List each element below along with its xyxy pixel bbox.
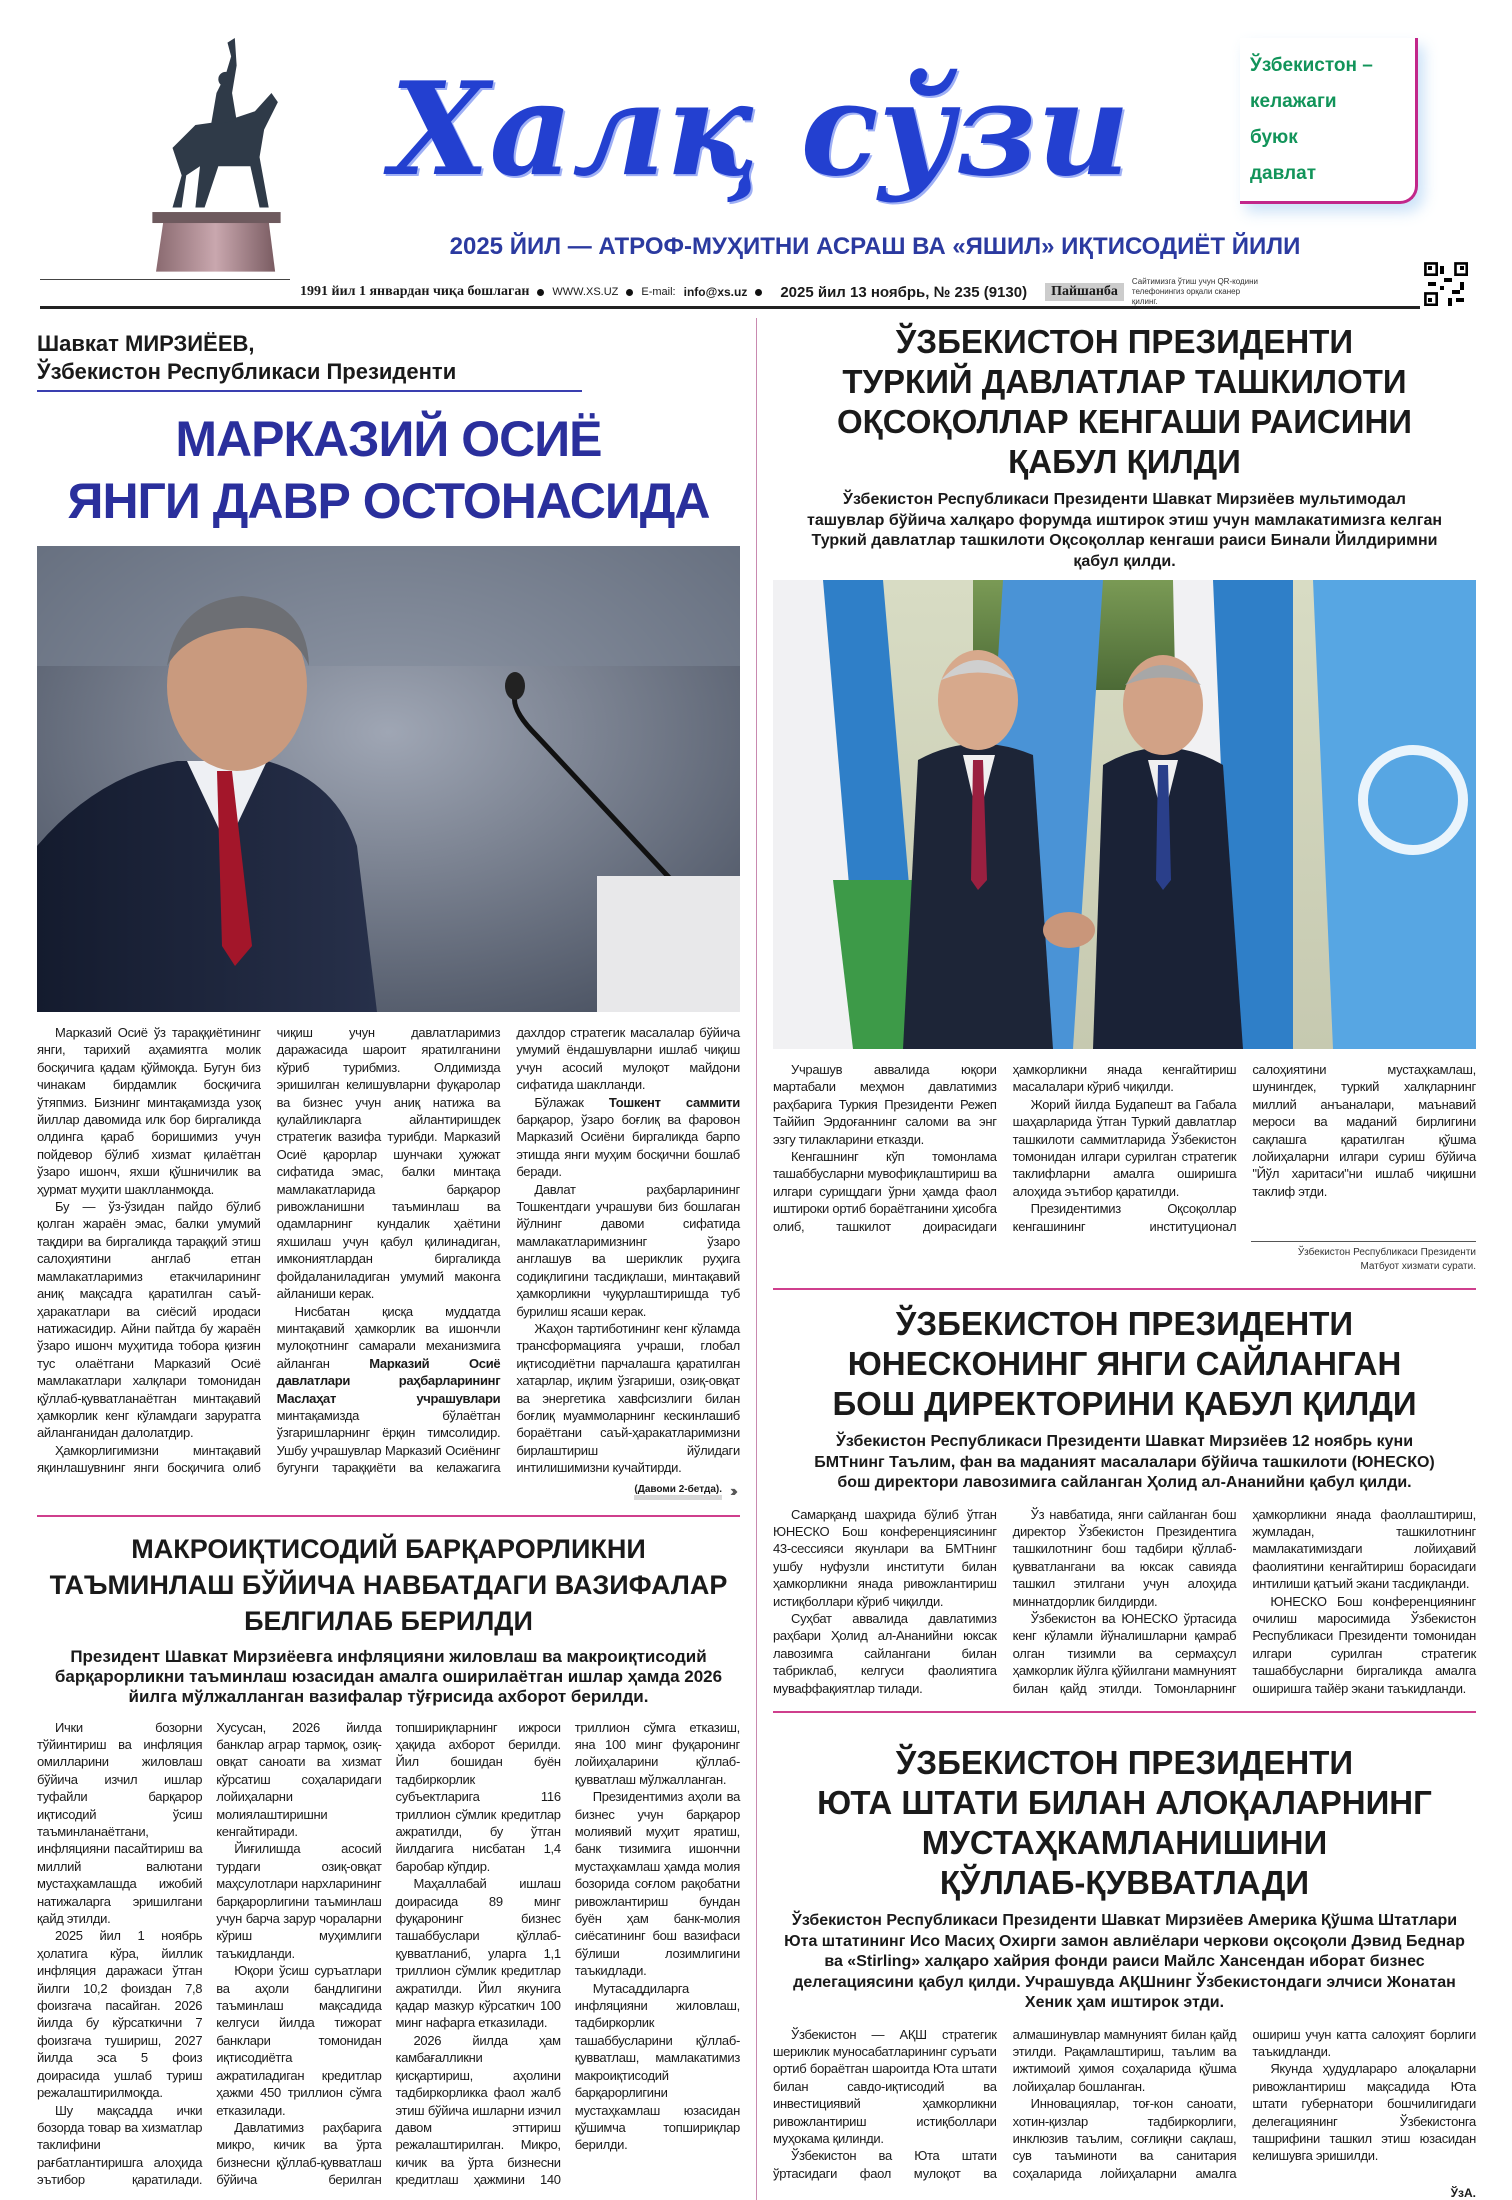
tagline-line: келажаги bbox=[1250, 91, 1337, 112]
text: Нисбатан қисқа муддатда минтақавий ҳамкорлик ва ишончли мулоқотнинг самарали механизмига айланган bbox=[276, 1303, 501, 1371]
continued-label: (Давоми 2-бетда). bbox=[634, 1484, 722, 1500]
paragraph bbox=[1013, 1506, 1237, 1610]
turkic-article-body bbox=[773, 1061, 1476, 1235]
utah-lead: Ўзбекистон Республикаси Президенти Шавкат Мирзиёев Америка Қўшма Штатлари Юта штатининг Исо Масиҳ Охирги замон авлиёлари черкови оқсоқоли Дэвид Беднар ва «Stirling» халқаро хайрия фонди раиси Майлс Хансендан иборат бизнес делегациясини қабул қилди. Учрашувда АҚШнинг Ўзбекистондаги элчиси Жонатан Хеник ҳам иштирок этди. bbox=[784, 1912, 1465, 2012]
info-bar bbox=[300, 277, 1418, 306]
headline-line: БЕЛГИЛАБ БЕРИЛДИ bbox=[244, 1605, 533, 1636]
bold-text: Марказий Осиё давлатлари раҳбарларининг Маслаҳат учрашувлари bbox=[276, 1355, 501, 1406]
headline-line: МАКРОИҚТИСОДИЙ БАРҚАРОРЛИКНИ bbox=[131, 1533, 646, 1564]
macro-article-body bbox=[37, 1719, 740, 2189]
unesco-article-body bbox=[773, 1506, 1476, 1697]
text: барқарор, ўзаро боғлиқ ва фаровон Марказий Осиёни биргаликда барпо этишда янги муҳим босқични бошлаб беради. bbox=[516, 1112, 740, 1180]
text: Ўзбекистон — АҚШ стратегик шериклик муносабатларининг суръати ортиб бораётган шароитда Юта штати билан савдо-иқтисодий ва инвестициявий ҳамкорликни ривожлантириш истиқболлари муҳокама қилинди. bbox=[773, 2026, 997, 2146]
utah-headline bbox=[773, 1743, 1476, 1903]
headline-line: БОШ ДИРЕКТОРИНИ ҚАБУЛ ҚИЛДИ bbox=[832, 1385, 1417, 1423]
text: Президентимиз Оқсоқоллар кенгашининг институционал салоҳиятини мустаҳкамлаш, шунингдек, туркий халқларнинг миллий анъаналари, маънавий мероси ва маданий бирлигини сақлашга қаратилган қўшма лойиҳаларни илгари суриш бўйича "Йўл харитаси"ни ишлаб чиқишни таклиф этди. bbox=[1012, 1062, 1476, 1234]
text: Кенгашнинг кўп томонлама ташаббусларни мувофиқлаштириш ва илгари сурищдаги ўрни ҳамда фаол иштироки ортиб бораётганини ҳисобга олиб, ташкилот доирасидаги ҳамкорликни янада кенгайтириш масалалари кўриб чиқилди. bbox=[773, 1062, 1237, 1234]
email-label: E-mail: bbox=[641, 286, 676, 298]
paragraph bbox=[575, 1788, 740, 1979]
bold-text: Тошкент саммити bbox=[608, 1094, 740, 1110]
source-signature: ЎзА. bbox=[1450, 2186, 1476, 2200]
paragraph bbox=[216, 1962, 381, 2119]
weekday-badge: Пайшанба bbox=[1045, 283, 1124, 301]
turkic-lead: Ўзбекистон Республикаси Президенти Шавкат Мирзиёев мультимодал ташувлар бўйича халқаро форумда иштирок этиш учун мамлакатимизга келган Туркий давлатлар ташкилоти Оқсоқоллар кенгаши раиси Бинали Йилдиримни қабул қилди. bbox=[806, 491, 1442, 570]
headline-line: ОҚСОҚОЛЛАР КЕНГАШИ РАИСИНИ bbox=[836, 403, 1413, 440]
headline-line: ЎЗБЕКИСТОН ПРЕЗИДЕНТИ bbox=[895, 1305, 1354, 1343]
section-divider bbox=[773, 1711, 1476, 1713]
statue-logo bbox=[100, 38, 300, 278]
headline-line: ЮНЕСКОНИНГ ЯНГИ САЙЛАНГАН bbox=[847, 1345, 1402, 1383]
text: Учрашув аввалида юқори мартабали меҳмон давлатимиз раҳбарига Туркия Президенти Режеп Таййип Эрдоғаннинг саломи ва энг эзгу тилакларини етказди. bbox=[773, 1062, 997, 1147]
section-divider bbox=[37, 1515, 740, 1517]
text: Шу мақсадда ички бозорда товар ва хизматлар таклифини рағбатлантиришга алоҳида эътибор қаратилади. Хусусан, 2026 йилда банклар аграр тармоқ, озиқ-овқат саноати ва хизмат кўрсатиш соҳаларидаги лойиҳаларни молиялаштиришни кенгайтиради. bbox=[37, 1719, 382, 2188]
email-link[interactable]: info@xs.uz bbox=[683, 285, 748, 299]
text: Марказий Осиё ўз тараққиётининг янги, тарихий аҳамиятга молик босқичига қадам қўймоқда. Бугун биз чинакам бирдамлик босқичига ўтяпмиз. Бизнинг минтақамизда узоқ йиллар давомида илк бор биргаликда олдинга қараб боришимиз учун пойдевор бўлиб хизмат қилаётган ўзаро ишонч, яхши қўшничилик ва ҳурмат муҳити шаклланмоқда. bbox=[37, 1025, 261, 1197]
unesco-headline bbox=[773, 1304, 1476, 1424]
headline-line: ТУРКИЙ ДАВЛАТЛАР ТАШКИЛОТИ bbox=[842, 363, 1407, 400]
photo-credit-line: Матбуот хизмати сурати. bbox=[1360, 1261, 1476, 1273]
text: Юқори ўсиш суръатлари ва аҳоли бандлигини таъминлаш мақсадида келгуси йилда тижорат банклари томонидан иқтисодиётга ажратиладиган кредитлар ҳажми 450 триллион сўмга етказилади. bbox=[216, 1963, 382, 2118]
tagline-line: Ўзбекистон – bbox=[1250, 55, 1373, 76]
tagline-line: давлат bbox=[1250, 163, 1316, 184]
photo-credit-line: Ўзбекистон Республикаси Президенти bbox=[1297, 1247, 1476, 1259]
text: Бу — ўз-ўзидан пайдо бўлиб қолган жараён эмас, балки умумий тақдири ва биргаликда тараққий этиш салоҳиятини англаб етган мамлакатларимиз етакчиларининг аниқ мақсадга қаратилган саъй-ҳаракатлари ва сиёсий иродаси натижасидир. Айни пайтда бу жараён ўзаро ишонч муҳитида тобора қизғин тус олаётгани Марказий Осиё мамлакатлари халқлари томонидан қўллаб-қувватланаётган минтақавий ҳамкорлик кенг кўламдаги заруратга айланганидан далолатдир. bbox=[37, 1199, 261, 1441]
text: Маҳаллабай ишлаш доирасида 89 минг фуқаронинг бизнес ташаббуслари қўллаб-қувватланиб, уларга 1,1 триллион сўмлик кредитлар ажратилди. Йил якунига қадар мазкур кўрсаткич 100 минг нафарга етказилади. bbox=[395, 1876, 561, 2031]
issue-date-number: 2025 йил 13 ноябрь, № 235 (9130) bbox=[780, 283, 1028, 301]
qr-code-icon[interactable] bbox=[1424, 262, 1468, 306]
text: Мутасаддиларга инфляцияни жиловлаш, тадбиркорлик ташаббусларини қўллаб-қувватлаш, мамлакатимиз макроиқтисодий барқарорлигини мустаҳкамлаш юзасидан қўшимча топшириқлар берилди. bbox=[574, 1980, 740, 2153]
text: Бўлажак bbox=[534, 1094, 609, 1110]
paragraph bbox=[575, 1980, 740, 2154]
utah-article-body bbox=[773, 2026, 1476, 2183]
text: Самарқанд шаҳрида бўлиб ўтган ЮНЕСКО Бош конференциясининг 43-сессияси якунлари ва БМТнинг ушбу нуфузли институти билан ҳамкорликни янада ривожлантириш истиқболлари кўриб чиқилди. bbox=[773, 1506, 997, 1609]
headline-line: МАРКАЗИЙ ОСИЁ bbox=[175, 411, 602, 467]
website-link[interactable]: WWW.XS.UZ bbox=[552, 286, 619, 298]
paragraph bbox=[37, 1024, 261, 1198]
headline-line: ЎЗБЕКИСТОН ПРЕЗИДЕНТИ bbox=[895, 323, 1354, 360]
text: Ички бозорни тўйинтириш ва инфляция омилларини жиловлаш бўйича изчил ишлар туфайли барқарор иқтисодий ўсиш таъминланаётгани, инфляцияни пасайтириш ва миллий валютани мустаҳкамлашда ижобий натижаларга эришилгани қайд этилди. bbox=[37, 1719, 203, 1927]
text: Давлатимиз раҳбарига микро, кичик ва ўрта бизнесни қўллаб-қувватлаш бўйича берилган топшириқларнинг ижроси ҳақида ахборот берилди. Йил бошидан буён тадбиркорлик субъектларига 116 триллион сўмлик кредитлар ажратилди, бу ўтган йилдагига нисбатан 1,4 баробар кўпдир. bbox=[216, 1719, 561, 2188]
paragraph bbox=[37, 1198, 261, 1442]
paragraph bbox=[37, 1927, 202, 2101]
text: Ўз навбатида, янги сайланган бош директор Ўзбекистон Президентига ташкилотнинг бош тадбири қўллаб-қувватлангани ва юксак савияда ташкил этилгани учун алоҳида миннатдорлик билдирди. bbox=[1012, 1506, 1237, 1609]
page-columns bbox=[37, 318, 1476, 2200]
year-slogan: 2025 ЙИЛ — АТРОФ-МУҲИТНИ АСРАШ ВА «ЯШИЛ» ИҚТИСОДИЁТ ЙИЛИ bbox=[449, 233, 1301, 260]
paragraph bbox=[516, 1320, 740, 1477]
paragraph bbox=[37, 1719, 202, 1928]
paragraph bbox=[396, 1875, 561, 2032]
text: Инновациялар, тоғ-кон саноати, хотин-қизлар тадбиркорлиги, инклюзив таълим, соғлиқни сақлаш, сув таъминоти ва санитария соҳаларида лойиҳаларни амалга ошириш учун катта салоҳият борлиги таъкидланди. bbox=[1012, 2026, 1476, 2181]
tagline-line: буюк bbox=[1250, 127, 1298, 148]
triple-chevron-icon: ››› bbox=[730, 1482, 734, 1500]
paragraph bbox=[773, 1061, 997, 1148]
paragraph bbox=[773, 1506, 997, 1610]
newspaper-title: Халқ сўзи bbox=[390, 55, 1130, 205]
text: Якунда ҳудудлараро алоқаларни ривожлантириш мақсадида Юта штати губернатори бошчилигидаги делегациянинг Ўзбекистонга ташрифини ташкил этиш юзасидан келишувга эришилди. bbox=[1252, 2061, 1476, 2164]
headline-line: МУСТАҲКАМЛАНИШИНИ bbox=[921, 1824, 1328, 1862]
divider bbox=[40, 279, 290, 280]
paragraph bbox=[773, 2026, 997, 2148]
paragraph bbox=[216, 1840, 381, 1962]
text: Давлат раҳбарларининг Тошкентдаги учрашуви биз бошлаган йўлнинг давоми сифатида мамлакатларимизнинг ўзаро англашув ва шериклик руҳига содиқлигини тасдиқлаши, минтақавий ҳамкорликни чуқурлаштиришда туб бурилиш ясаши керак. bbox=[516, 1181, 740, 1319]
left-column bbox=[37, 318, 740, 2200]
author-title: Ўзбекистон Республикаси Президенти bbox=[37, 359, 457, 384]
lead-headline bbox=[37, 408, 740, 532]
unesco-lead: Ўзбекистон Республикаси Президенти Шавкат Мирзиёев 12 ноябрь куни БМТнинг Таълим, фан ва маданият масалалари бўйича ташкилоти (ЮНЕСКО) бош директори лавозимига сайланган Ҳолид ал-Ананийни қабул қилди. bbox=[814, 1433, 1435, 1492]
headline-line: ҚАБУЛ ҚИЛДИ bbox=[1008, 443, 1241, 480]
author-byline bbox=[37, 330, 582, 392]
text: Йиғилишда асосий турдаги озиқ-овқат маҳсулотлари нархларининг барқарорлигини таъминлаш учун барча зарур чораларни кўриш муҳимлиги таъкидланди. bbox=[216, 1841, 382, 1961]
paragraph bbox=[773, 1610, 997, 1697]
bullet-icon bbox=[537, 289, 544, 296]
text: Ҳамкорлигимизни минтақавий яқинлашувнинг янги босқичига олиб чиқиш учун давлатларимиз даражасида шароит яратилганини кўриб турибмиз. Олдимизда эришилган келишувларни фуқаролар ва бизнес учун аниқ натижа ва қулайликларга айлантиришдек стратегик вазифа турибди. Марказий Осиё қарорлар шунчаки ҳужжат сифатида эмас, балки минтақа мамлакатларида барқарор ривожланишни таъминлаш ва одамларнинг кундалик ҳаётини яхшилаш учун қабул қилинадиган, имкониятлардан биргаликда фойдаланиладиган умумий маконга айланиши керак. bbox=[37, 1025, 501, 1476]
headline-line: ЮТА ШТАТИ БИЛАН АЛОҚАЛАРНИНГ bbox=[817, 1784, 1432, 1822]
text: 2026 йилда ҳам камбағалликни қисқартириш, аҳолини тадбиркорликка фаол жалб этиш бўйича ишларни изчил давом эттириш режалаштирилган. Микро, кичик ва ўрта бизнесни кредитлаш ҳажмини 140 триллион сўмга етказиш, яна 100 минг фуқаронинг лойиҳаларини қўллаб-қувватлаш мўлжалланган. bbox=[395, 1719, 740, 2188]
photo-credit bbox=[1251, 1241, 1476, 1274]
paragraph bbox=[1013, 1096, 1237, 1200]
headline-line: ҚЎЛЛАБ-ҚУВВАТЛАДИ bbox=[939, 1864, 1310, 1902]
author-name: Шавкат МИРЗИЁЕВ, bbox=[37, 331, 255, 356]
founded-note: 1991 йил 1 январдан чиқа бошлаган bbox=[300, 284, 530, 299]
president-photo bbox=[37, 546, 740, 1012]
text: Жорий йилда Будапешт ва Габала шаҳарларида ўтган Туркий давлатлар ташкилоти саммитларида Ўзбекистон томонидан илгари сурилган стратегик таклифларни амалга оширишга алоҳида эътибор қаратилди. bbox=[1012, 1096, 1237, 1199]
paragraph bbox=[1252, 1593, 1476, 1697]
paragraph bbox=[516, 1094, 740, 1181]
headline-line: ЎЗБЕКИСТОН ПРЕЗИДЕНТИ bbox=[895, 1744, 1354, 1782]
right-column bbox=[756, 318, 1476, 2200]
text: Президентимиз аҳоли ва бизнес учун барқарор молиявий муҳит яратиш, банк тизимига ишончни мустаҳкамлаш ҳамда молия бозорида соғлом рақобатни ривожлантириш бундан буён ҳам банк-молия сиёсатининг бош вазифаси бўлиши лозимлигини таъкидлади. bbox=[574, 1789, 740, 1979]
text: Жаҳон тартиботининг кенг кўламда трансформацияга учраши, глобал иқтисодиётни парчалашга қаратилган хатарлар, иқлим ўзгариши, озиқ-овқат ва энергетика хавфсизлиги билан боғлиқ муаммоларнинг кескинлашиб бораётгани саъй-ҳаракатларимизни бирлаштириш йўлидаги интилишимизни кучайтирди. bbox=[516, 1320, 740, 1476]
bullet-icon bbox=[755, 289, 762, 296]
text: Ўзбекистон ва ЮНЕСКО ўртасида кенг кўламли йўналишларни қамраб олган тизимли ва сермаҳсул ҳамкорлик йўлга қўйилгани мамнуният билан қайд этилди. Томонларнинг ҳамкорликни янада фаоллаштириш, жумладан, ташкилотнинг мамлакатимиздаги лойиҳавий фаолиятини кенгайтириш борасидаги интилиши қатъий экани тасдиқланди. bbox=[1012, 1506, 1476, 1696]
text: Ўзбекистон ва Юта штати ўртасидаги фаол мулоқот ва алмашинувлар мамнуният билан қайд этилди. Рақамлаштириш, таълим ва ижтимоий ҳимоя соҳаларида қўшма лойиҳалар бошланган. bbox=[773, 2026, 1237, 2181]
macro-headline bbox=[37, 1531, 740, 1639]
lead-article-body bbox=[37, 1024, 740, 1477]
masthead-rule bbox=[40, 306, 1420, 309]
macro-lead: Президент Шавкат Мирзиёевга инфляцияни жиловлаш ва макроиқтисодий барқарорликни таъминлаш юзасидан амалга оширилаётган ишлар ҳамда 2026 йилга мўлжалланган вазифалар тўғрисида ахборот берилди. bbox=[54, 1646, 723, 1706]
continued-note bbox=[37, 1483, 740, 1501]
paragraph bbox=[516, 1181, 740, 1320]
text: Суҳбат аввалида давлатимиз раҳбари Ҳолид ал-Ананийни юксак лавозимга сайлангани билан табриклаб, келгуси фаолиятига муваффақиятлар тилади. bbox=[773, 1611, 997, 1696]
headline-line: ЯНГИ ДАВР ОСТОНАСИДА bbox=[67, 473, 710, 529]
headline-line: ТАЪМИНЛАШ БЎЙИЧА НАВБАТДАГИ ВАЗИФАЛАР bbox=[49, 1569, 728, 1600]
paragraph bbox=[1252, 2060, 1476, 2164]
tagline-box bbox=[1240, 38, 1418, 204]
horseman-statue-icon bbox=[100, 38, 300, 278]
section-divider bbox=[773, 1288, 1476, 1290]
bullet-icon bbox=[626, 289, 633, 296]
text: минтақамизда бўлаётган ўзгаришларнинг ёрқин тимсолидир. Ушбу учрашувлар Марказий Осиёнинг бугунги тараққиёти ва келажагига дахлдор стратегик масалалар бўйича умумий ёндашувларни ишлаб чиқиш учун асосий мулоқот майдони сифатида шаклланди. bbox=[276, 1025, 740, 1476]
meeting-photo bbox=[773, 580, 1476, 1049]
turkic-headline bbox=[773, 322, 1476, 482]
qr-note: Сайтимизга ўтиш учун QR-кодини телефонингиз орқали сканер қилинг. bbox=[1131, 277, 1259, 306]
text: ЮНЕСКО Бош конференциянинг очилиш маросимида Ўзбекистон Республикаси Президенти томонидан илгари сурилган стратегик ташаббусларни биргаликда амалга оширишга тайёр экани таъкидланди. bbox=[1252, 1593, 1476, 1696]
text: 2025 йил 1 ноябрь ҳолатига кўра, йиллик инфляция даражаси ўтган йилги 10,2 фоиздан 7,8 фоизгача пасайган. 2026 йилда бу кўрсаткични 7 фоизгача тушириш, 2027 йилда эса 5 фоиз доирасида ушлаб туриш режалаштирилмоқда. bbox=[37, 1928, 203, 2101]
